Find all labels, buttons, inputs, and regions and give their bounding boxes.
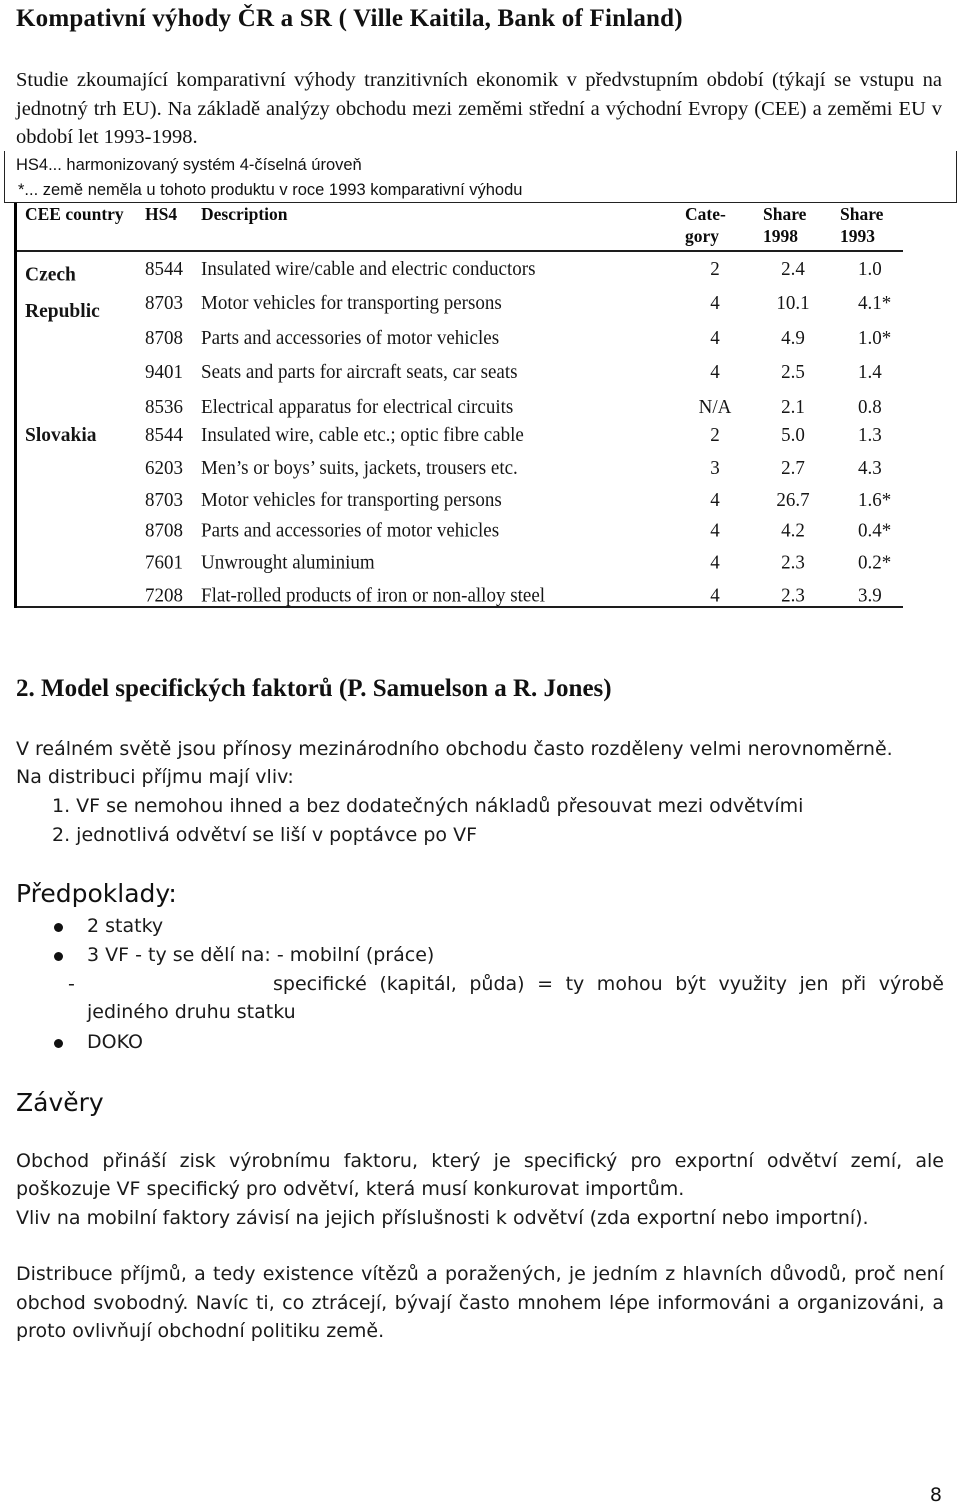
assumptions-heading: Předpoklady:	[16, 879, 177, 908]
description-cell: Insulated wire, cable etc.; optic fibre cable	[201, 424, 524, 447]
hs4-note: HS4... harmonizovaný systém 4-číselná úroveň	[16, 156, 362, 174]
description-cell: Men’s or boys’ suits, jackets, trousers etc.	[201, 457, 518, 480]
category-cell: 2	[710, 424, 720, 447]
assumption-2-sub	[68, 970, 944, 999]
share-1998-cell: 2.3	[781, 551, 805, 574]
assumption-3: DOKO	[87, 1031, 143, 1053]
share-1998-cell: 26.7	[776, 489, 810, 512]
description-cell: Parts and accessories of motor vehicles	[201, 327, 500, 350]
share-1993-cell: 1.6*	[858, 489, 892, 512]
hs4-cell: 7601	[145, 551, 183, 574]
category-cell: N/A	[698, 396, 732, 419]
share-1993-cell: 1.3	[858, 424, 882, 447]
share-1998-cell: 2.7	[781, 457, 805, 480]
conclusions-heading: Závěry	[16, 1088, 104, 1117]
share-1993-cell: 4.1*	[858, 292, 892, 315]
hs4-cell: 8708	[145, 327, 183, 350]
share-1993-cell: 1.0*	[858, 327, 892, 350]
share-1998-cell: 2.5	[781, 361, 805, 384]
table-header-rule	[17, 250, 903, 252]
share-1993-cell: 0.2*	[858, 551, 892, 574]
description-cell: Flat-rolled products of iron or non-alloy steel	[201, 584, 546, 607]
share-1998-cell: 2.4	[781, 258, 805, 281]
hs4-cell: 8544	[145, 424, 183, 447]
hs4-cell: 8708	[145, 519, 183, 542]
page-number: 8	[929, 1484, 942, 1506]
assumption-2: 3 VF - ty se dělí na: - mobilní (práce)	[87, 944, 435, 966]
share-1998-cell: 5.0	[781, 424, 805, 447]
assumption-1: 2 statky	[87, 915, 164, 937]
hs4-cell: 8536	[145, 396, 183, 419]
share-1993-cell: 0.8	[858, 396, 882, 419]
hs4-cell: 8703	[145, 292, 183, 315]
conclusion-line-1: Obchod přináší zisk výrobnímu faktoru, který je specifický pro exportní odvětví zemí, ale	[16, 1150, 944, 1172]
hs4-cell: 9401	[145, 361, 183, 384]
share-1993-cell: 1.0	[858, 258, 882, 281]
share-1998-cell: 10.1	[776, 292, 810, 315]
header-description: Description	[201, 204, 288, 224]
category-cell: 4	[710, 551, 720, 574]
share-1998-cell: 4.2	[781, 519, 805, 542]
header-share-1993: Share 1993	[840, 204, 884, 246]
hs4-cell: 8544	[145, 258, 183, 281]
dash-text: specifické (kapitál, půda) = ty mohou být využity jen při výrobě	[273, 973, 944, 995]
header-country: CEE country	[25, 204, 124, 224]
bullet-dot	[54, 1039, 63, 1048]
description-cell: Seats and parts for aircraft seats, car seats	[201, 361, 518, 384]
description-cell: Motor vehicles for transporting persons	[201, 292, 502, 315]
comparative-advantage-table	[14, 203, 902, 608]
description-cell: Unwrought aluminium	[201, 551, 375, 574]
description-cell: Insulated wire/cable and electric conductors	[201, 258, 536, 281]
category-cell: 4	[710, 519, 720, 542]
share-1998-cell: 4.9	[781, 327, 805, 350]
header-category: Cate- gory	[685, 204, 726, 246]
hs4-cell: 8703	[145, 489, 183, 512]
numbered-item-1: 1. VF se nemohou ihned a bez dodatečných nákladů přesouvat mezi odvětvími	[52, 795, 804, 817]
conclusion-line-2: poškozuje VF specifický pro odvětví, která musí konkurovat importům.	[16, 1178, 685, 1200]
section-line-2: Na distribuci příjmu mají vliv:	[16, 766, 294, 788]
category-cell: 4	[710, 584, 720, 607]
share-1998-cell: 2.1	[781, 396, 805, 419]
conclusion-paragraph-2: Distribuce příjmů, a tedy existence vítězů a poražených, je jedním z hlavních důvodů, proč není obchod svobodný. Navíc ti, co ztrácejí, bývají často mnohem lépe informováni a organizováni, a proto ovlivňují obchodní politiku země.	[16, 1263, 944, 1342]
category-cell: 4	[710, 292, 720, 315]
star-note: *... země neměla u tohoto produktu v roce 1993 komparativní výhodu	[18, 181, 523, 199]
page-title: Kompativní výhody ČR a SR ( Ville Kaitila, Bank of Finland)	[16, 5, 683, 32]
conclusion-line-3: Vliv na mobilní faktory závisí na jejich příslušnosti k odvětví (zda exportní nebo importní).	[16, 1207, 869, 1229]
header-share-1998: Share 1998	[763, 204, 807, 246]
category-cell: 3	[710, 457, 720, 480]
section-line-1: V reálném světě jsou přínosy mezinárodního obchodu často rozděleny velmi nerovnoměrně.	[16, 738, 893, 760]
share-1993-cell: 0.4*	[858, 519, 892, 542]
description-cell: Parts and accessories of motor vehicles	[201, 519, 500, 542]
category-cell: 4	[710, 489, 720, 512]
intro-paragraph: Studie zkoumající komparativní výhody tranzitivních ekonomik v předvstupním období (týkají se vstupu na jednotný trh EU). Na základě analýzy obchodu mezi zeměmi střední a východní Evropy (CEE) a zeměmi EU v období let 1993-1998.	[16, 69, 942, 148]
country-cell: Slovakia	[25, 424, 97, 447]
category-cell: 4	[710, 327, 720, 350]
dash-mark: -	[68, 973, 75, 995]
numbered-item-2: 2. jednotlivá odvětví se liší v poptávce po VF	[52, 824, 478, 846]
hs4-cell: 6203	[145, 457, 183, 480]
share-1993-cell: 4.3	[858, 457, 882, 480]
category-cell: 2	[710, 258, 720, 281]
country-cell: Czech Republic	[25, 263, 100, 323]
hs4-cell: 7208	[145, 584, 183, 607]
description-cell: Motor vehicles for transporting persons	[201, 489, 502, 512]
assumption-2-sub-cont: jediného druhu statku	[87, 1001, 296, 1023]
header-hs4: HS4	[145, 204, 178, 224]
bullet-dot	[54, 952, 63, 961]
share-1993-cell: 1.4	[858, 361, 882, 384]
share-1998-cell: 2.3	[781, 584, 805, 607]
section-heading: 2. Model specifických faktorů (P. Samuelson a R. Jones)	[16, 675, 612, 702]
description-cell: Electrical apparatus for electrical circuits	[201, 396, 514, 419]
share-1993-cell: 3.9	[858, 584, 882, 607]
category-cell: 4	[710, 361, 720, 384]
bullet-dot	[54, 923, 63, 932]
